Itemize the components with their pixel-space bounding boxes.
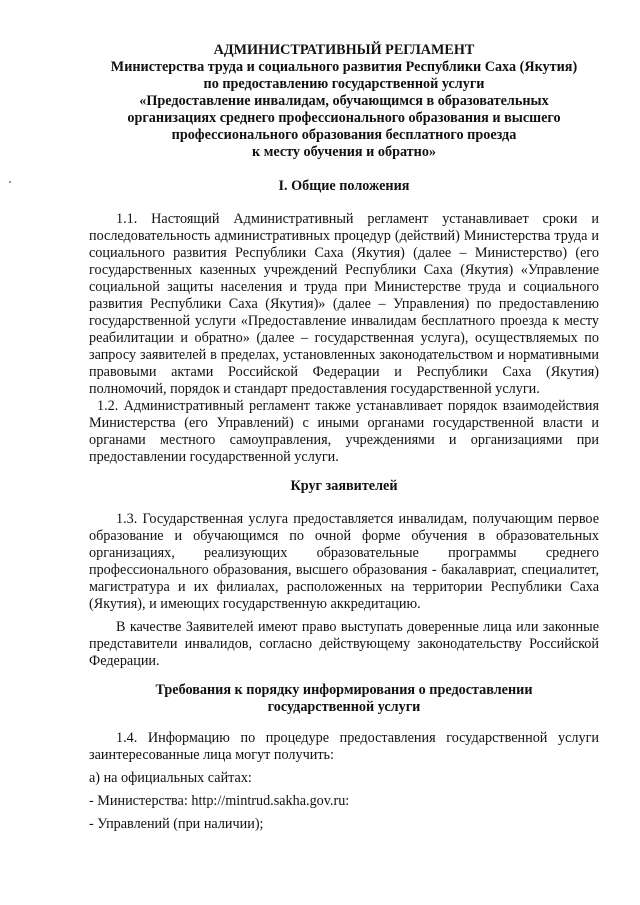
title-line-4: «Предоставление инвалидам, обучающимся в образовательных (139, 93, 549, 109)
paragraph-1-4: 1.4. Информацию по процедуре предоставления государственной услуги заинтересованные лица могут получить: (89, 730, 599, 763)
title-line-1: АДМИНИСТРАТИВНЫЙ РЕГЛАМЕНТ (213, 42, 475, 58)
list-item-offices-site: - Управлений (при наличии); (89, 816, 264, 832)
document-page (89, 42, 599, 839)
section-heading-informing (89, 682, 599, 716)
document-title (89, 42, 599, 161)
title-line-7: к месту обучения и обратно» (251, 144, 437, 160)
title-line-2: Министерства труда и социального развития Республики Саха (Якутия) (110, 59, 578, 75)
paragraph-1-3: 1.3. Государственная услуга предоставляется инвалидам, получающим первое образование и обучающимся по очной форме обучения в образовательных организациях, реализующих образовательные программы среднего профессионального образования, высшего образования - бакалавриат, специалитет, магистратура и их филиалах, расположенных на территории Республики Саха (Якутия), и имеющих государственную аккредитацию. (89, 511, 599, 612)
paragraph-1-1: 1.1. Настоящий Административный регламент устанавливает сроки и последовательность административных процедур (действий) Министерства труда и социального развития Республики Саха (Якутия) (далее – Министерство) (его государственных казенных учреждений Республики Саха (Якутия) «Управление социальной защиты населения и труда при Министерстве труда и социального развития Республики Саха (Якутия)» (далее – Управления) по предоставлению государственной услуги «Предоставление инвалидам бесплатного проезда к месту реабилитации и обратно» (далее – государственная услуга), осуществляемых по запросу заявителей в пределах, установленных законодательством и нормативными правовыми актами Российской Федерации и Республики Саха (Якутия) полномочий, порядок и стандарт предоставления государственной услуги. (89, 211, 599, 397)
list-item-ministry-site: - Министерства: http://mintrud.sakha.gov.ru: (89, 793, 350, 809)
section-heading-applicants: Круг заявителей (290, 478, 398, 494)
title-line-6: профессионального образования бесплатного проезда (171, 127, 517, 143)
list-item-official-sites: а) на официальных сайтах: (89, 770, 252, 786)
paragraph-1-2: 1.2. Административный регламент также устанавливает порядок взаимодействия Министерства (его Управлений) с иными органами государственной власти и органами местного самоуправления, учреждениями и организациями при предоставлении государственной услуги. (89, 398, 599, 465)
paragraph-representatives: В качестве Заявителей имеют право выступать доверенные лица или законные представители инвалидов, согласно действующему законодательству Российской Федерации. (89, 619, 599, 669)
title-line-5: организациях среднего профессионального образования и высшего (127, 110, 561, 126)
heading-informing-line-1: Требования к порядку информирования о предоставлении (155, 682, 533, 698)
title-line-3: по предоставлению государственной услуги (203, 76, 485, 92)
heading-informing-line-2: государственной услуги (267, 699, 421, 715)
scan-speck (9, 181, 11, 183)
section-heading-general: I. Общие положения (278, 178, 410, 194)
